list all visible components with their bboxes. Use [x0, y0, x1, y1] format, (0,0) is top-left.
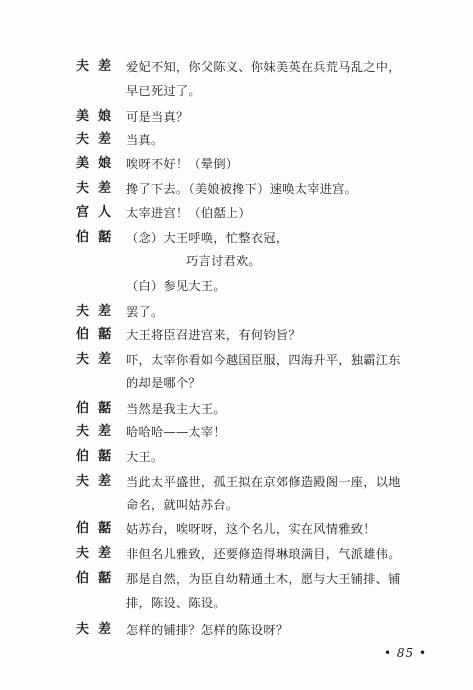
dialogue-text: 非但名儿雅致，还要修造得琳琅满目，气派雄伟。 — [126, 547, 401, 561]
speaker-name: 夫差 — [76, 424, 121, 439]
dialogue-text: 当此太平盛世，孤王拟在京郊修造殿阁一座，以地 — [126, 475, 401, 489]
speaker-name: 夫差 — [76, 352, 121, 367]
speaker-name: 美娘 — [76, 109, 121, 124]
speaker-name: 伯嚭 — [76, 521, 121, 536]
continuation-text: 巧言讨君欢。 — [186, 254, 261, 268]
dialogue-text: 大王。 — [126, 450, 164, 464]
speaker-name: 伯嚭 — [76, 230, 121, 245]
dialogue-text: 吓，太宰你看如今越国臣服，四海升平，独霸江东 — [126, 353, 401, 367]
continuation-text: 的却是哪个？ — [126, 376, 201, 390]
dialogue-text: 可是当真？ — [126, 110, 189, 124]
dialogue-text: 罢了。 — [126, 305, 164, 319]
speaker-name: 夫差 — [76, 181, 121, 196]
dialogue-text: 怎样的铺排？怎样的陈设呀？ — [126, 623, 289, 637]
speaker-name: 伯嚭 — [76, 449, 121, 464]
dialogue-text: 唉呀不好！（晕倒） — [126, 157, 239, 171]
dialogue-text: 爱妃不知，你父陈义、你妹美英在兵荒马乱之中， — [126, 60, 401, 74]
speaker-name: 夫差 — [76, 474, 121, 489]
continuation-text: 排，陈设、陈设。 — [126, 596, 226, 610]
speaker-name: 宫人 — [76, 205, 121, 220]
speaker-name: 夫差 — [76, 546, 121, 561]
continuation-text: （白）参见大王。 — [126, 279, 226, 293]
continuation-text: 命名，就叫姑苏台。 — [126, 498, 239, 512]
page-number: • 85 • — [384, 646, 428, 660]
dialogue-text: 搀了下去。（美娘被搀下）速唤太宰进宫。 — [126, 182, 358, 196]
dialogue-text: 当真。 — [126, 133, 164, 147]
speaker-name: 夫差 — [76, 304, 121, 319]
dialogue-text: 大王将臣召进宫来，有何钧旨？ — [126, 328, 301, 342]
dialogue-text: 姑苏台，唉呀呀，这个名儿，实在风情雅致！ — [126, 522, 376, 536]
speaker-name: 伯嚭 — [76, 327, 121, 342]
speaker-name: 夫差 — [76, 622, 121, 637]
dialogue-text: （念）大王呼唤，忙整衣冠， — [126, 231, 289, 245]
speaker-name: 伯嚭 — [76, 401, 121, 416]
dialogue-text: 那是自然，为臣自幼精通土木，愿与大王铺排、铺 — [126, 572, 401, 586]
dialogue-text: 哈哈哈——太宰！ — [126, 425, 226, 439]
speaker-name: 夫差 — [76, 59, 121, 74]
dialogue-text: 太宰进宫！（伯嚭上） — [126, 206, 251, 220]
speaker-name: 美娘 — [76, 156, 121, 171]
speaker-name: 伯嚭 — [76, 571, 121, 586]
dialogue-text: 当然是我主大王。 — [126, 402, 226, 416]
speaker-name: 夫差 — [76, 132, 121, 147]
continuation-text: 早已死过了。 — [126, 84, 201, 98]
